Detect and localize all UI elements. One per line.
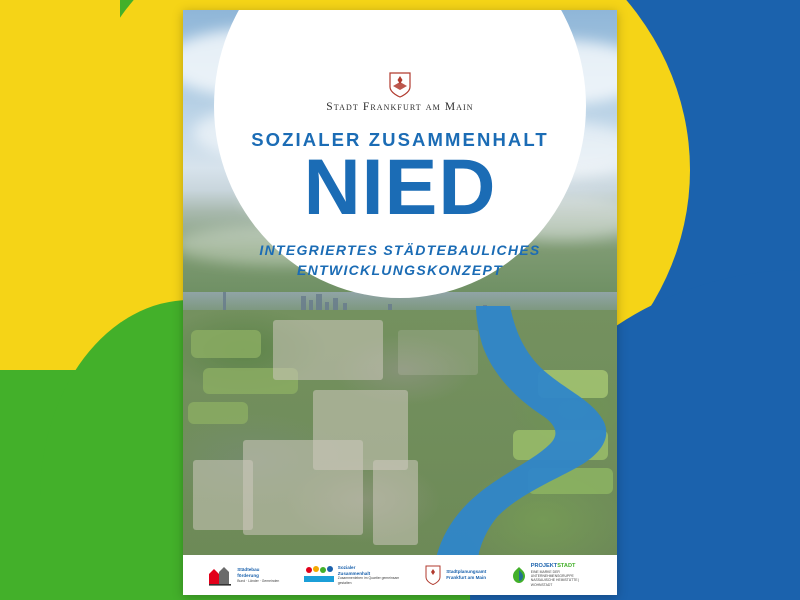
sozialer-zusammenhalt-icon — [304, 564, 334, 586]
bund-laender-staedtebaufoerderung-icon — [207, 564, 233, 586]
logo-line-2: EINE MARKE DER UNTERNEHMENSGRUPPE — [530, 569, 574, 579]
cover-title-block — [183, 10, 617, 281]
logo-stadtplanungsamt — [424, 564, 486, 586]
frankfurt-city-crest-icon — [389, 72, 411, 98]
cover-subtitle-line-1: INTEGRIERTES STÄDTEBAULICHES — [259, 242, 541, 259]
logo-line-3: NASSAUISCHE HEIMSTÄTTE | WOHNSTADT — [530, 578, 580, 587]
logo-sozialer-zusammenhalt — [304, 564, 400, 586]
logo-sozialer-zusammenhalt-text — [338, 565, 400, 585]
logo-line-1-part-a: PROJEKT — [530, 563, 558, 569]
logo-projektstadt — [511, 563, 593, 587]
stadtplanungsamt-frankfurt-icon — [424, 564, 442, 586]
sponsor-logo-strip — [183, 555, 617, 595]
cover-subtitle-line-2: ENTWICKLUNGSKONZEPT — [297, 262, 503, 279]
logo-line-1: Städtebau — [237, 567, 260, 573]
cover-headline: NIED — [303, 142, 497, 231]
logo-line-1: Sozialer — [337, 565, 356, 571]
crest-group — [183, 72, 617, 113]
logo-projektstadt-text — [531, 563, 593, 587]
logo-line-2: Frankfurt am Main — [446, 575, 487, 580]
city-label: Stadt Frankfurt am Main — [326, 101, 474, 113]
projektstadt-icon — [511, 566, 527, 584]
logo-line-1: Stadtplanungsamt — [446, 569, 487, 575]
logo-staedtebaufoerderung — [207, 564, 279, 586]
logo-line-3: Zusammenleben im Quartier gemeinsam gestalten — [337, 576, 400, 585]
logo-line-1-part-b: STADT — [557, 563, 576, 569]
logo-line-1 — [531, 563, 593, 570]
logo-line-3: Bund · Länder · Gemeinden — [237, 578, 280, 583]
logo-stadtplanungsamt-text — [446, 569, 486, 580]
logo-line-2: Zusammenhalt — [337, 570, 371, 576]
cover-photo — [183, 10, 617, 555]
cover-kicker: SOZIALER ZUSAMMENHALT — [251, 129, 549, 150]
logo-staedtebaufoerderung-text — [237, 567, 279, 583]
document-cover — [183, 10, 617, 595]
cover-subtitle — [183, 240, 617, 281]
logo-line-2: förderung — [237, 572, 259, 578]
river-main — [398, 306, 598, 555]
